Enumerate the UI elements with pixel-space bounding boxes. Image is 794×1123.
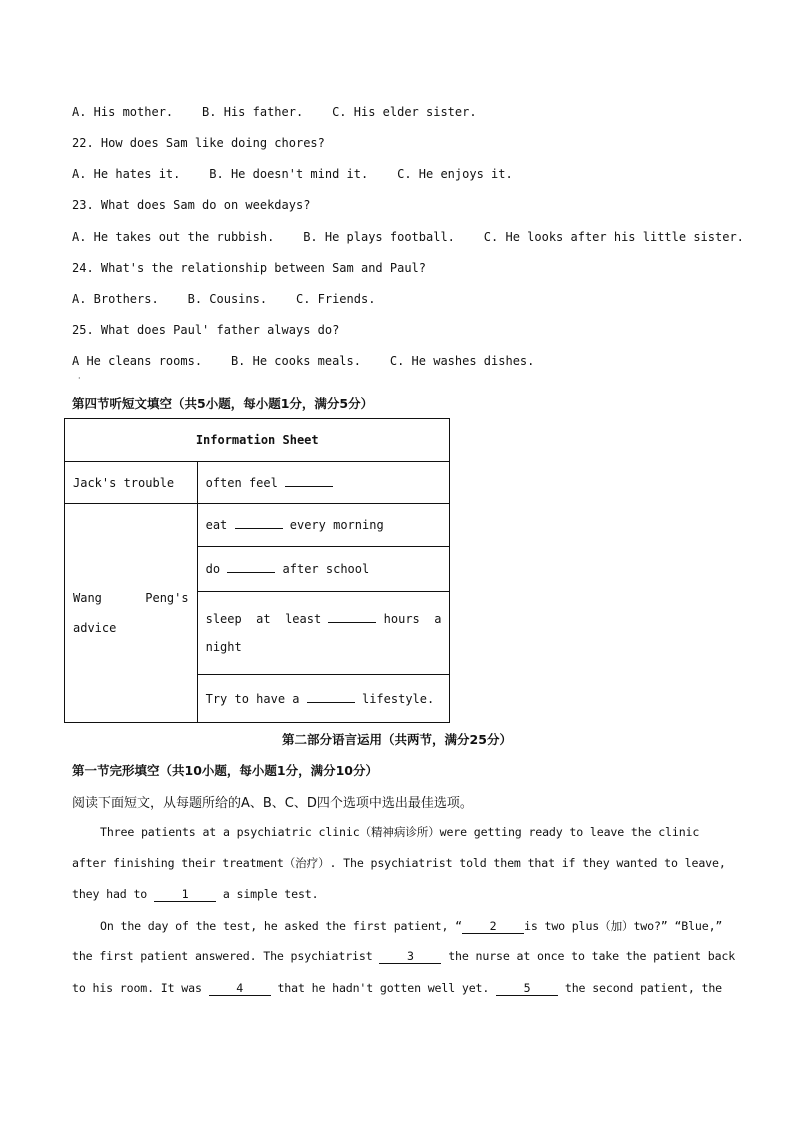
- trouble-text: often feel: [205, 475, 278, 490]
- advice-2-after: after school: [282, 562, 370, 576]
- trouble-cell: [197, 462, 450, 504]
- passage-text: On the day of the test, he asked the first patient, “: [100, 919, 462, 933]
- advice-4-after: lifestyle.: [361, 691, 435, 706]
- answer-blank[interactable]: [328, 621, 376, 623]
- passage-line: Three patients at a psychiatric clinic（精神病诊所）were getting ready to leave the clinic: [100, 825, 700, 839]
- q21-options: A. His mother. B. His father. C. His elder sister.: [72, 105, 477, 119]
- advice-2-before: do: [205, 562, 221, 576]
- stray-mark: ·: [78, 374, 81, 383]
- passage-text: is two plus（加）two?” “Blue,”: [524, 919, 723, 933]
- cloze-blank-1[interactable]: 1: [154, 887, 216, 902]
- part2-heading: 第二部分语言运用（共两节，满分25分）: [282, 732, 512, 747]
- information-sheet-table: [64, 418, 450, 723]
- passage-line: after finishing their treatment（治疗）. The psychiatrist told them that if they wanted to leave,: [72, 856, 726, 870]
- trouble-label: Jack's trouble: [65, 462, 198, 504]
- passage-line: [72, 949, 736, 964]
- answer-blank[interactable]: [307, 701, 355, 703]
- passage-line: [100, 918, 722, 934]
- advice-label-line1: Wang Peng's: [73, 591, 189, 605]
- cloze-blank-2[interactable]: 2: [462, 919, 524, 934]
- passage-text: they had to: [72, 887, 148, 901]
- q22-options: A. He hates it. B. He doesn't mind it. C. He enjoys it.: [72, 167, 513, 181]
- advice-row-2: [197, 547, 450, 592]
- passage-line: [72, 887, 722, 902]
- passage-text: to his room. It was: [72, 981, 202, 995]
- passage-text: the nurse at once to take the patient back: [448, 949, 736, 963]
- advice-1-after: every morning: [289, 518, 384, 532]
- advice-label-line2: advice: [73, 621, 117, 635]
- q23-options: A. He takes out the rubbish. B. He plays football. C. He looks after his little sister.: [72, 230, 744, 244]
- advice-1-before: eat: [205, 518, 228, 532]
- cloze-section-heading: 第一节完形填空（共10小题，每小题1分，满分10分）: [72, 763, 378, 778]
- advice-row-4: [197, 675, 450, 723]
- table-title: Information Sheet: [65, 419, 450, 462]
- cloze-blank-3[interactable]: 3: [379, 949, 441, 964]
- advice-row-1: [197, 504, 450, 547]
- advice-3-before: sleep at least: [205, 612, 322, 626]
- advice-3-cont: night: [205, 640, 242, 654]
- answer-blank[interactable]: [235, 527, 283, 529]
- q23-question: 23. What does Sam do on weekdays?: [72, 198, 311, 212]
- cloze-blank-4[interactable]: 4: [209, 981, 271, 996]
- passage-text: the second patient, the: [564, 981, 722, 995]
- q24-question: 24. What's the relationship between Sam and Paul?: [72, 261, 427, 275]
- advice-3-after: hours a: [383, 612, 442, 626]
- passage-line: [72, 981, 722, 996]
- passage-text: that he hadn't gotten well yet.: [277, 981, 490, 995]
- q22-question: 22. How does Sam like doing chores?: [72, 136, 325, 150]
- passage-text: the first patient answered. The psychiatrist: [72, 949, 373, 963]
- answer-blank[interactable]: [285, 485, 333, 487]
- advice-label-cell: [65, 504, 198, 723]
- cloze-instruction: 阅读下面短文，从每题所给的A、B、C、D四个选项中选出最佳选项。: [72, 796, 473, 811]
- passage-text: a simple test.: [222, 887, 319, 901]
- q25-question: 25. What does Paul' father always do?: [72, 323, 340, 337]
- advice-row-3: [197, 592, 450, 675]
- q25-options: A He cleans rooms. B. He cooks meals. C. He washes dishes.: [72, 354, 535, 368]
- q24-options: A. Brothers. B. Cousins. C. Friends.: [72, 292, 376, 306]
- section4-heading: 第四节听短文填空（共5小题，每小题1分，满分5分）: [72, 396, 374, 411]
- advice-4-before: Try to have a: [205, 691, 300, 706]
- answer-blank[interactable]: [227, 571, 275, 573]
- cloze-blank-5[interactable]: 5: [496, 981, 558, 996]
